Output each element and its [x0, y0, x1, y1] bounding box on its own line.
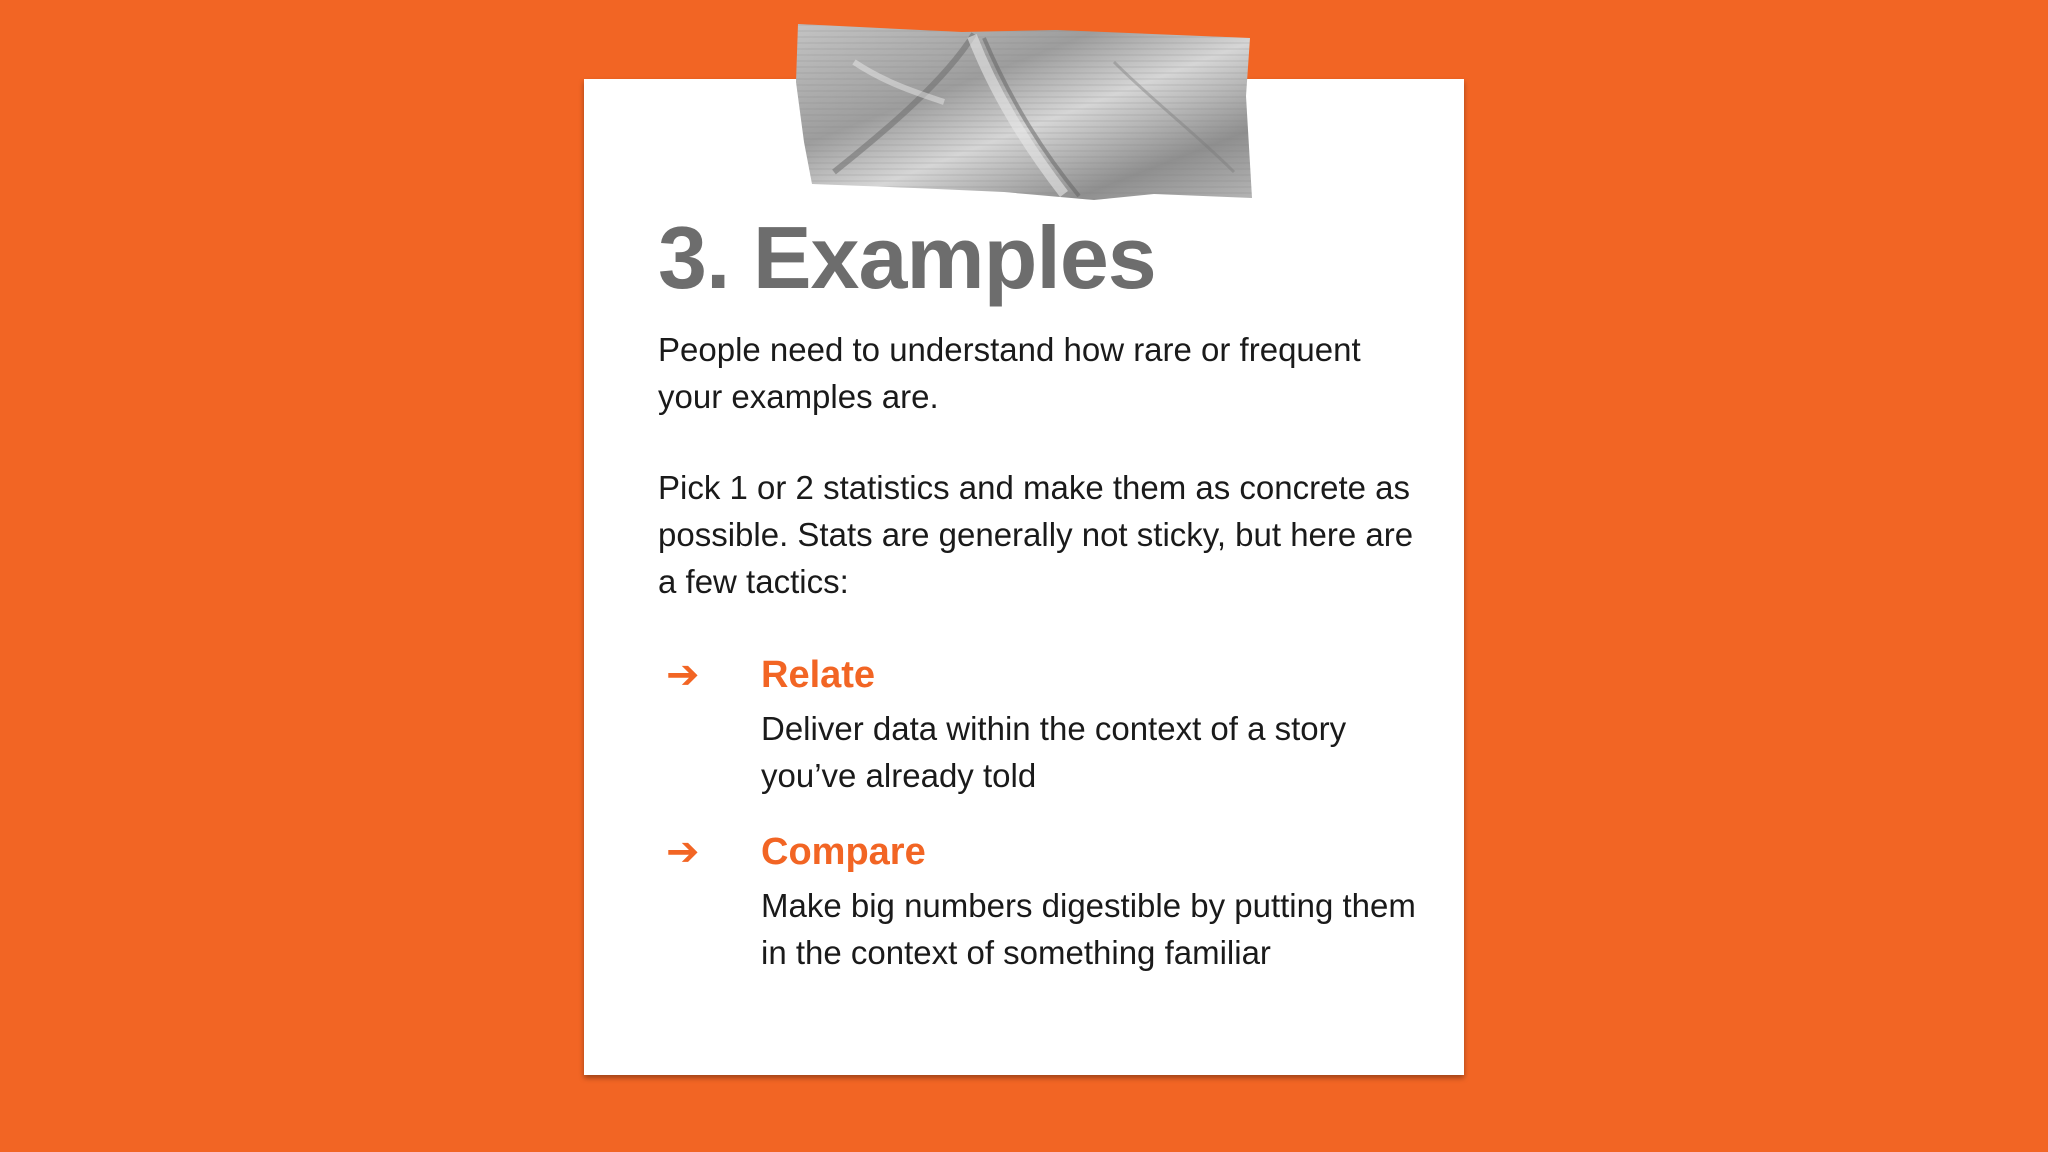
statistics-paragraph: Pick 1 or 2 statistics and make them as concrete as possible. Stats are generally not sticky, but here are a few tactics: [658, 469, 1414, 600]
tactic-title: Compare [761, 831, 926, 873]
tactic-description: Deliver data within the context of a story you’ve already told [761, 710, 1347, 794]
tactic-title: Relate [761, 654, 876, 696]
duct-tape-icon [794, 22, 1252, 202]
slide-title: 3. Examples [658, 208, 1156, 307]
arrow-right-icon: ➔ [666, 830, 700, 874]
tactic-description: Make big numbers digestible by putting them in the context of something familiar [761, 887, 1416, 971]
arrow-right-icon: ➔ [666, 653, 700, 697]
intro-paragraph: People need to understand how rare or frequent your examples are. [658, 331, 1361, 415]
